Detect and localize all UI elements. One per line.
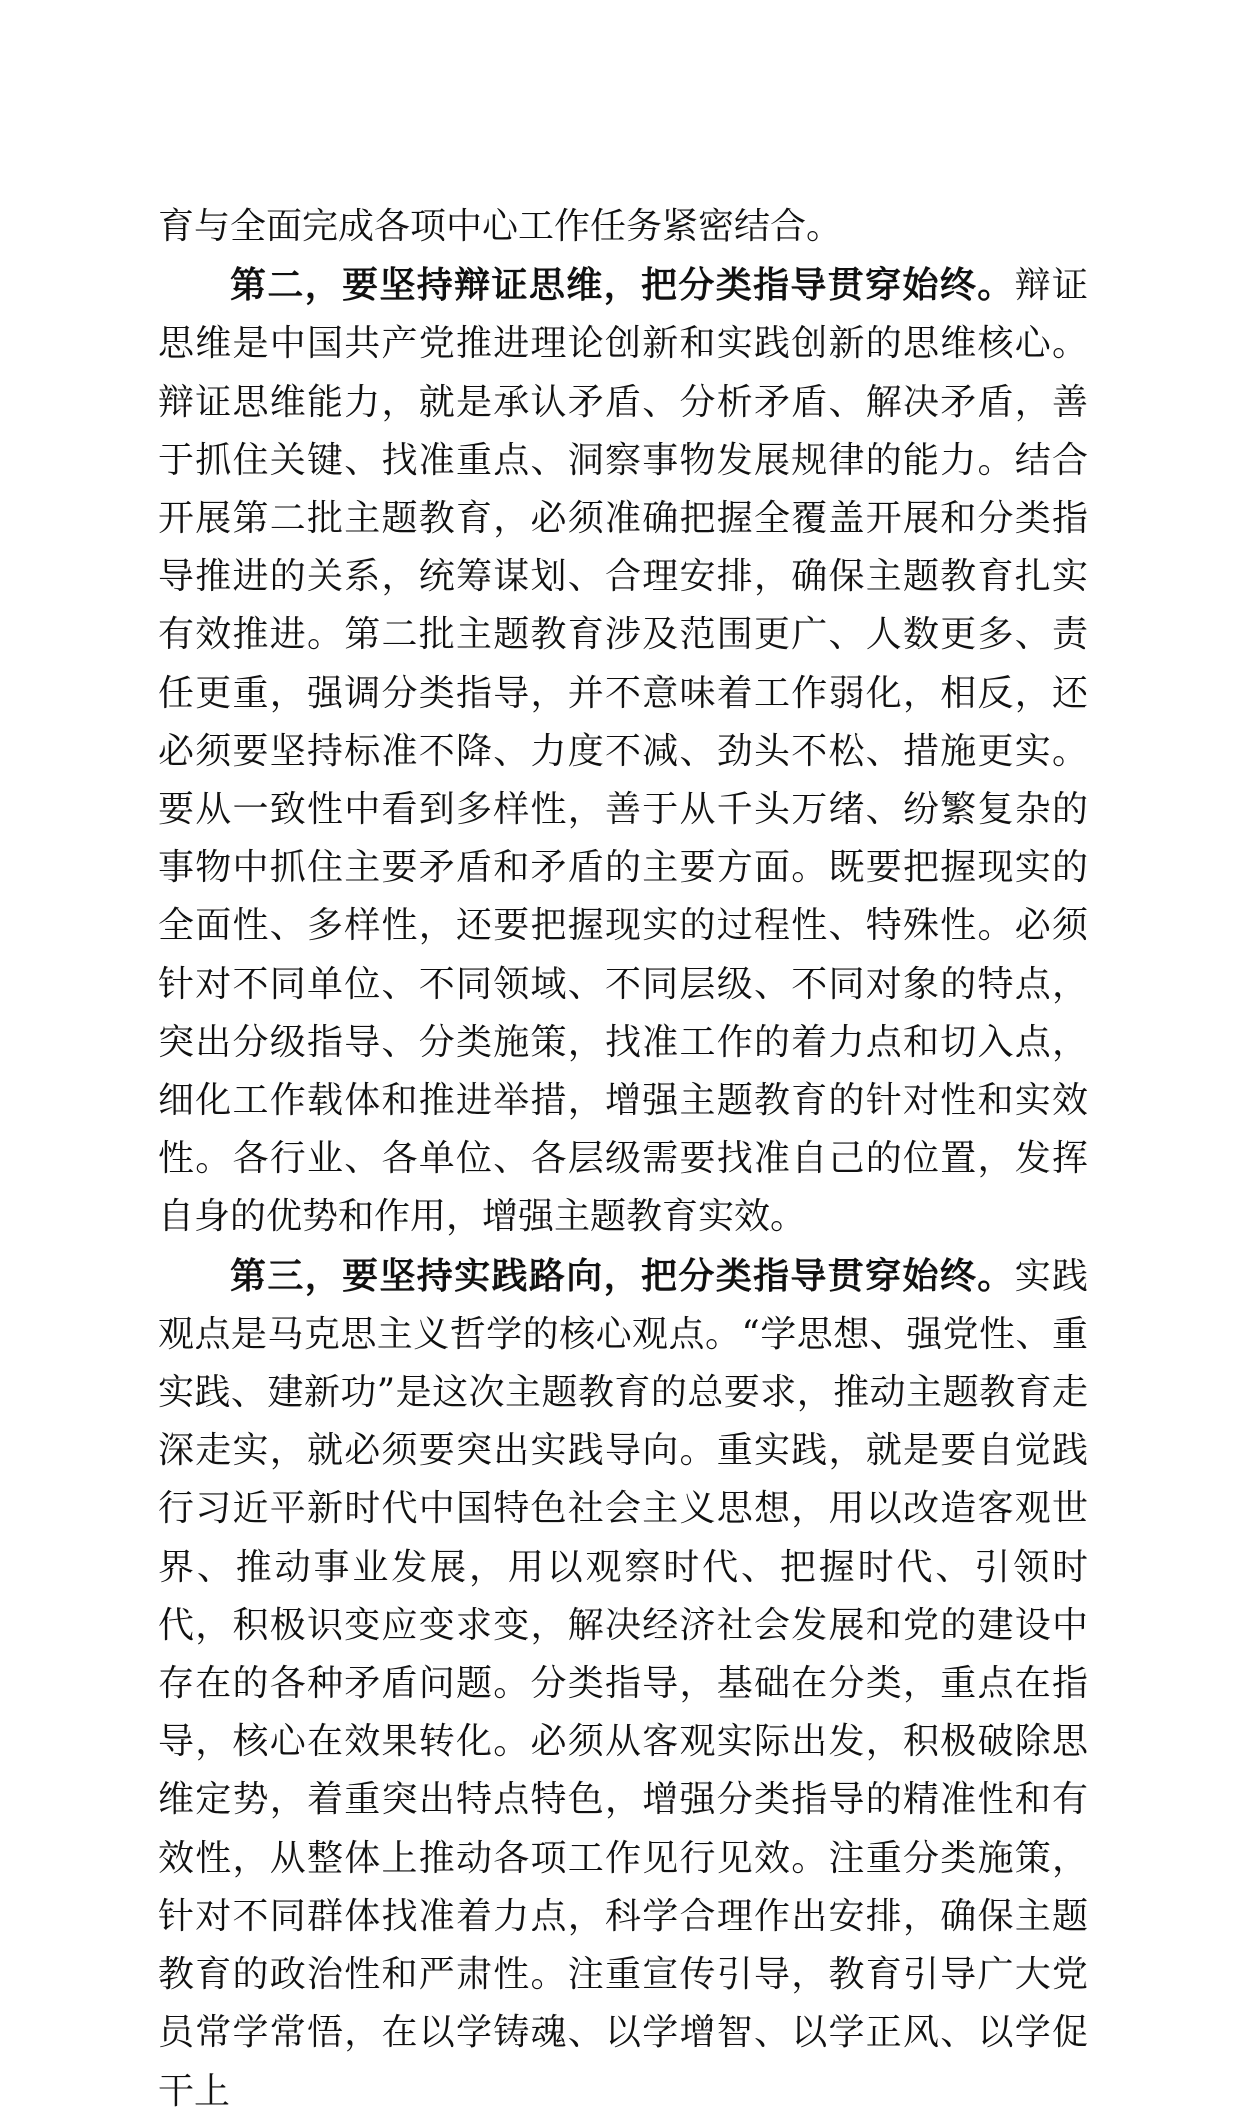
- paragraph-second-point: [158, 256, 1088, 1246]
- paragraph-lead-heading: 第二，要坚持辩证思维，把分类指导贯穿始终。: [230, 264, 1015, 307]
- document-page: [158, 198, 1088, 2121]
- paragraph-third-point: [158, 1247, 1088, 2121]
- paragraph-text: 辩证思维是中国共产党推进理论创新和实践创新的思维核心。辩证思维能力，就是承认矛盾、分析矛盾、解决矛盾，善于抓住关键、找准重点、洞察事物发展规律的能力。结合开展第二批主题教育，必须准确把握全覆盖开展和分类指导推进的关系，统筹谋划、合理安排，确保主题教育扎实有效推进。第二批主题教育涉及范围更广、人数更多、责任更重，强调分类指导，并不意味着工作弱化，相反，还必须要坚持标准不降、力度不减、劲头不松、措施更实。要从一致性中看到多样性，善于从千头万绪、纷繁复杂的事物中抓住主要矛盾和矛盾的主要方面。既要把握现实的全面性、多样性，还要把握现实的过程性、特殊性。必须针对不同单位、不同领域、不同层级、不同对象的特点，突出分级指导、分类施策，找准工作的着力点和切入点，细化工作载体和推进举措，增强主题教育的针对性和实效性。各行业、各单位、各层级需要找准自己的位置，发挥自身的优势和作用，增强主题教育实效。: [158, 265, 1088, 1238]
- paragraph-text: 育与全面完成各项中心工作任务紧密结合。: [158, 206, 843, 247]
- paragraph-text: 实践观点是马克思主义哲学的核心观点。“学思想、强党性、重实践、建新功”是这次主题教育的总要求，推动主题教育走深走实，就必须要突出实践导向。重实践，就是要自觉践行习近平新时代中国特色社会主义思想，用以改造客观世界、推动事业发展，用以观察时代、把握时代、引领时代，积极识变应变求变，解决经济社会发展和党的建设中存在的各种矛盾问题。分类指导，基础在分类，重点在指导，核心在效果转化。必须从客观实际出发，积极破除思维定势，着重突出特点特色，增强分类指导的精准性和有效性，从整体上推动各项工作见行见效。注重分类施策，针对不同群体找准着力点，科学合理作出安排，确保主题教育的政治性和严肃性。注重宣传引导，教育引导广大党员常学常悟，在以学铸魂、以学增智、以学正风、以学促干上: [158, 1255, 1088, 2112]
- paragraph-lead-heading: 第三，要坚持实践路向，把分类指导贯穿始终。: [230, 1254, 1015, 1297]
- paragraph-continuation: [158, 198, 1088, 256]
